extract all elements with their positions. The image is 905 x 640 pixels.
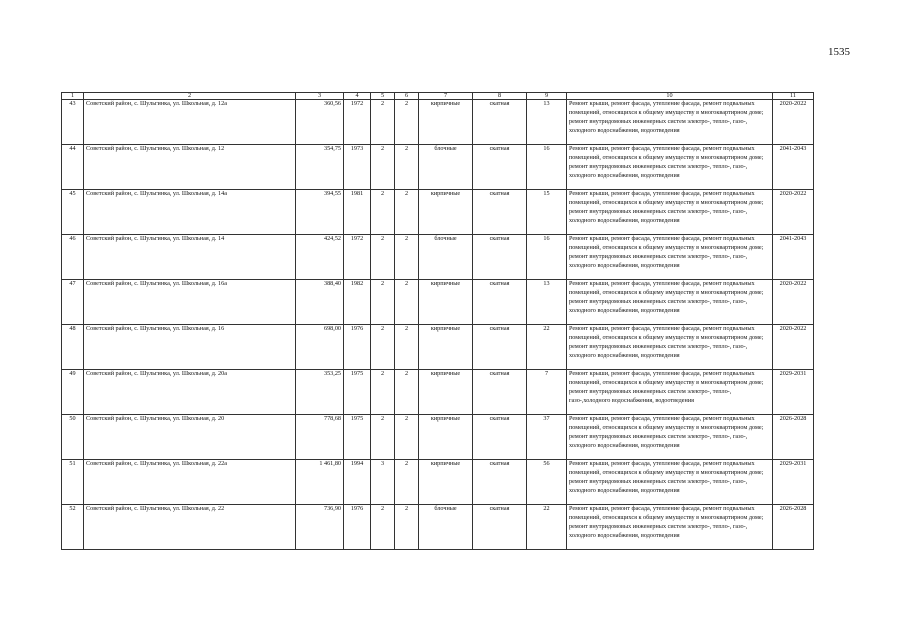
- roof-type-cell: скатная: [473, 460, 527, 505]
- roof-type-cell: скатная: [473, 415, 527, 460]
- roof-type-cell: скатная: [473, 190, 527, 235]
- address-cell: Советский район, с. Шульгинка, ул. Школьная, д. 22а: [84, 460, 296, 505]
- floors-cell: 2: [371, 100, 395, 145]
- row-number: 52: [62, 505, 84, 550]
- works-cell: Ремонт крыши, ремонт фасада, утепление фасада, ремонт подвальных помещений, относящихся к общему имуществу в многоквартирном доме; ремонт внутридомовых инженерных систем электро-, тепло-, газо-,холодного водоснабжения, водоотведения: [567, 370, 773, 415]
- address-cell: Советский район, с. Шульгинка, ул. Школьная, д. 16: [84, 325, 296, 370]
- entrances-cell: 2: [395, 145, 419, 190]
- wall-material-cell: кирпичные: [419, 190, 473, 235]
- period-cell: 2020-2022: [773, 100, 814, 145]
- works-cell: Ремонт крыши, ремонт фасада, утепление фасада, ремонт подвальных помещений, относящихся к общему имуществу в многоквартирном доме; ремонт внутридомовых инженерных систем электро-, тепло-, газо-, холодного водоснабжения, водоотведения: [567, 325, 773, 370]
- floors-cell: 2: [371, 415, 395, 460]
- entrances-cell: 2: [395, 100, 419, 145]
- wall-material-cell: блочные: [419, 505, 473, 550]
- table-row: [62, 100, 814, 145]
- count-cell: 13: [527, 100, 567, 145]
- works-cell: Ремонт крыши, ремонт фасада, утепление фасада, ремонт подвальных помещений, относящихся к общему имуществу в многоквартирном доме; ремонт внутридомовых инженерных систем электро-, тепло-, газо-, холодного водоснабжения, водоотведения: [567, 460, 773, 505]
- roof-type-cell: скатная: [473, 100, 527, 145]
- count-cell: 22: [527, 505, 567, 550]
- table-header: [62, 93, 814, 100]
- page-number: 1535: [828, 46, 850, 58]
- table-row: [62, 235, 814, 280]
- table-row: [62, 460, 814, 505]
- col-header-6: 6: [395, 93, 419, 100]
- period-cell: 2020-2022: [773, 190, 814, 235]
- col-header-8: 8: [473, 93, 527, 100]
- table-row: [62, 370, 814, 415]
- row-number: 47: [62, 280, 84, 325]
- wall-material-cell: кирпичные: [419, 415, 473, 460]
- entrances-cell: 2: [395, 505, 419, 550]
- year-cell: 1976: [344, 505, 371, 550]
- col-header-1: 1: [62, 93, 84, 100]
- table-row: [62, 280, 814, 325]
- address-cell: Советский район, с. Шульгинка, ул. Школьная, д. 14а: [84, 190, 296, 235]
- year-cell: 1973: [344, 145, 371, 190]
- col-header-9: 9: [527, 93, 567, 100]
- table-row: [62, 145, 814, 190]
- roof-type-cell: скатная: [473, 370, 527, 415]
- roof-type-cell: скатная: [473, 505, 527, 550]
- floors-cell: 2: [371, 370, 395, 415]
- count-cell: 37: [527, 415, 567, 460]
- period-cell: 2041-2043: [773, 145, 814, 190]
- wall-material-cell: кирпичные: [419, 370, 473, 415]
- floors-cell: 2: [371, 505, 395, 550]
- row-number: 49: [62, 370, 84, 415]
- area-cell: 353,25: [296, 370, 344, 415]
- works-cell: Ремонт крыши, ремонт фасада, утепление фасада, ремонт подвальных помещений, относящихся к общему имуществу в многоквартирном доме; ремонт внутридомовых инженерных систем электро-, тепло-, газо-, холодного водоснабжения, водоотведения: [567, 280, 773, 325]
- count-cell: 16: [527, 145, 567, 190]
- year-cell: 1982: [344, 280, 371, 325]
- floors-cell: 3: [371, 460, 395, 505]
- address-cell: Советский район, с. Шульгинка, ул. Школьная, д. 12а: [84, 100, 296, 145]
- wall-material-cell: блочные: [419, 235, 473, 280]
- count-cell: 22: [527, 325, 567, 370]
- floors-cell: 2: [371, 235, 395, 280]
- table-body: [62, 100, 814, 550]
- address-cell: Советский район, с. Шульгинка, ул. Школьная, д. 20а: [84, 370, 296, 415]
- works-cell: Ремонт крыши, ремонт фасада, утепление фасада, ремонт подвальных помещений, относящихся к общему имуществу в многоквартирном доме; ремонт внутридомовых инженерных систем электро-, тепло-, газо-, холодного водоснабжения, водоотведения: [567, 100, 773, 145]
- year-cell: 1972: [344, 100, 371, 145]
- row-number: 50: [62, 415, 84, 460]
- count-cell: 7: [527, 370, 567, 415]
- area-cell: 698,00: [296, 325, 344, 370]
- area-cell: 736,90: [296, 505, 344, 550]
- table-row: [62, 505, 814, 550]
- year-cell: 1975: [344, 370, 371, 415]
- row-number: 43: [62, 100, 84, 145]
- area-cell: 778,68: [296, 415, 344, 460]
- floors-cell: 2: [371, 280, 395, 325]
- entrances-cell: 2: [395, 280, 419, 325]
- entrances-cell: 2: [395, 415, 419, 460]
- address-cell: Советский район, с. Шульгинка, ул. Школьная, д. 12: [84, 145, 296, 190]
- roof-type-cell: скатная: [473, 280, 527, 325]
- area-cell: 388,40: [296, 280, 344, 325]
- area-cell: 424,52: [296, 235, 344, 280]
- year-cell: 1976: [344, 325, 371, 370]
- address-cell: Советский район, с. Шульгинка, ул. Школьная, д. 14: [84, 235, 296, 280]
- col-header-3: 3: [296, 93, 344, 100]
- col-header-5: 5: [371, 93, 395, 100]
- entrances-cell: 2: [395, 235, 419, 280]
- col-header-2: 2: [84, 93, 296, 100]
- row-number: 48: [62, 325, 84, 370]
- year-cell: 1975: [344, 415, 371, 460]
- table-row: [62, 190, 814, 235]
- count-cell: 15: [527, 190, 567, 235]
- period-cell: 2020-2022: [773, 325, 814, 370]
- period-cell: 2029-2031: [773, 460, 814, 505]
- area-cell: 394,55: [296, 190, 344, 235]
- period-cell: 2041-2043: [773, 235, 814, 280]
- address-cell: Советский район, с. Шульгинка, ул. Школьная, д. 20: [84, 415, 296, 460]
- address-cell: Советский район, с. Шульгинка, ул. Школьная, д. 16а: [84, 280, 296, 325]
- count-cell: 56: [527, 460, 567, 505]
- entrances-cell: 2: [395, 325, 419, 370]
- table-row: [62, 415, 814, 460]
- entrances-cell: 2: [395, 190, 419, 235]
- col-header-7: 7: [419, 93, 473, 100]
- address-cell: Советский район, с. Шульгинка, ул. Школьная, д. 22: [84, 505, 296, 550]
- works-cell: Ремонт крыши, ремонт фасада, утепление фасада, ремонт подвальных помещений, относящихся к общему имуществу в многоквартирном доме; ремонт внутридомовых инженерных систем электро-, тепло-, газо-, холодного водоснабжения, водоотведения: [567, 145, 773, 190]
- area-cell: 360,56: [296, 100, 344, 145]
- period-cell: 2026-2028: [773, 505, 814, 550]
- count-cell: 13: [527, 280, 567, 325]
- col-header-11: 11: [773, 93, 814, 100]
- works-cell: Ремонт крыши, ремонт фасада, утепление фасада, ремонт подвальных помещений, относящихся к общему имуществу в многоквартирном доме; ремонт внутридомовых инженерных систем электро-, тепло-, газо-, холодного водоснабжения, водоотведения: [567, 505, 773, 550]
- works-cell: Ремонт крыши, ремонт фасада, утепление фасада, ремонт подвальных помещений, относящихся к общему имуществу в многоквартирном доме; ремонт внутридомовых инженерных систем электро-, тепло-, газо-, холодного водоснабжения, водоотведения: [567, 190, 773, 235]
- roof-type-cell: скатная: [473, 325, 527, 370]
- table-row: [62, 325, 814, 370]
- area-cell: 354,75: [296, 145, 344, 190]
- year-cell: 1994: [344, 460, 371, 505]
- row-number: 44: [62, 145, 84, 190]
- wall-material-cell: кирпичные: [419, 460, 473, 505]
- year-cell: 1981: [344, 190, 371, 235]
- works-cell: Ремонт крыши, ремонт фасада, утепление фасада, ремонт подвальных помещений, относящихся к общему имуществу в многоквартирном доме; ремонт внутридомовых инженерных систем электро-, тепло-, газо-, холодного водоснабжения, водоотведения: [567, 235, 773, 280]
- floors-cell: 2: [371, 325, 395, 370]
- wall-material-cell: блочные: [419, 145, 473, 190]
- works-cell: Ремонт крыши, ремонт фасада, утепление фасада, ремонт подвальных помещений, относящихся к общему имуществу в многоквартирном доме; ремонт внутридомовых инженерных систем электро-, тепло-, газо-, холодного водоснабжения, водоотведения: [567, 415, 773, 460]
- roof-type-cell: скатная: [473, 145, 527, 190]
- period-cell: 2020-2022: [773, 280, 814, 325]
- housing-repair-table: [61, 92, 814, 550]
- wall-material-cell: кирпичные: [419, 100, 473, 145]
- col-header-4: 4: [344, 93, 371, 100]
- entrances-cell: 2: [395, 460, 419, 505]
- row-number: 51: [62, 460, 84, 505]
- floors-cell: 2: [371, 190, 395, 235]
- wall-material-cell: кирпичные: [419, 280, 473, 325]
- row-number: 45: [62, 190, 84, 235]
- period-cell: 2029-2031: [773, 370, 814, 415]
- floors-cell: 2: [371, 145, 395, 190]
- period-cell: 2026-2028: [773, 415, 814, 460]
- entrances-cell: 2: [395, 370, 419, 415]
- row-number: 46: [62, 235, 84, 280]
- wall-material-cell: кирпичные: [419, 325, 473, 370]
- year-cell: 1972: [344, 235, 371, 280]
- col-header-10: 10: [567, 93, 773, 100]
- area-cell: 1 461,80: [296, 460, 344, 505]
- count-cell: 16: [527, 235, 567, 280]
- roof-type-cell: скатная: [473, 235, 527, 280]
